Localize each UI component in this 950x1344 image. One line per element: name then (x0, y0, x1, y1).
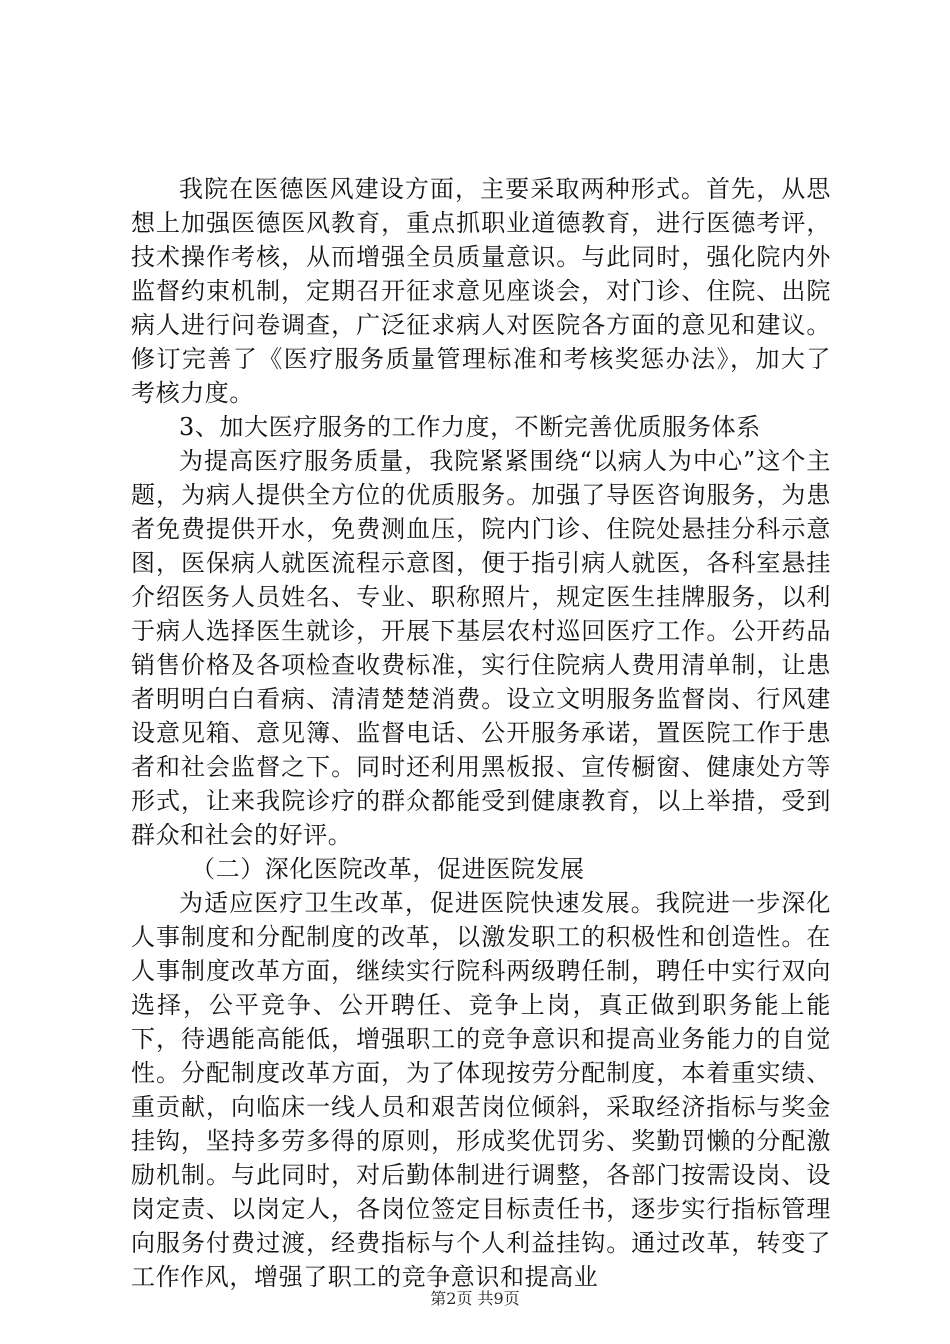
document-body (131, 172, 831, 1294)
heading-medical-service: 3、加大医疗服务的工作力度，不断完善优质服务体系 (179, 413, 761, 441)
page-number-footer: 第2页 共9页 (430, 1289, 520, 1308)
paragraph-personnel-reform: 为适应医疗卫生改革，促进医院快速发展。我院进一步深化人事制度和分配制度的改革，以激发职工的积极性和创造性。在人事制度改革方面，继续实行院科两级聘任制，聘任中实行双向选择，公平竞争、公开聘任、竞争上岗，真正做到职务能上能下，待遇能高能低，增强职工的竞争意识和提高业务能力的自觉性。分配制度改革方面，为了体现按劳分配制度，本着重实绩、重贡献，向临床一线人员和艰苦岗位倾斜，采取经济指标与奖金挂钩，坚持多劳多得的原则，形成奖优罚劣、奖勤罚懒的分配激励机制。与此同时，对后勤体制进行调整，各部门按需设岗、设岗定责、以岗定人，各岗位签定目标责任书，逐步实行指标管理向服务付费过渡，经费指标与个人利益挂钩。通过改革，转变了工作作风，增强了职工的竞争意识和提高业 (131, 889, 831, 1291)
paragraph-quality-service: 为提高医疗服务质量，我院紧紧围绕“以病人为中心”这个主题，为病人提供全方位的优质服务。加强了导医咨询服务，为患者免费提供开水，免费测血压，院内门诊、住院处悬挂分科示意图，医保病人就医流程示意图，便于指引病人就医，各科室悬挂介绍医务人员姓名、专业、职称照片，规定医生挂牌服务，以利于病人选择医生就诊，开展下基层农村巡回医疗工作。公开药品销售价格及各项检查收费标准，实行住院病人费用清单制，让患者明明白白看病、清清楚楚消费。设立文明服务监督岗、行风建设意见箱、意见簿、监督电话、公开服务承诺，置医院工作于患者和社会监督之下。同时还利用黑板报、宣传橱窗、健康处方等形式，让来我院诊疗的群众都能受到健康教育，以上举措，受到群众和社会的好评。 (131, 447, 831, 849)
paragraph-medical-ethics: 我院在医德医风建设方面，主要采取两种形式。首先，从思想上加强医德医风教育，重点抓职业道德教育，进行医德考评，技术操作考核，从而增强全员质量意识。与此同时，强化院内外监督约束机制，定期召开征求意见座谈会，对门诊、住院、出院病人进行问卷调查，广泛征求病人对医院各方面的意见和建议。修订完善了《医疗服务质量管理标准和考核奖惩办法》，加大了考核力度。 (131, 175, 831, 407)
heading-hospital-reform: （二）深化医院改革，促进医院发展 (191, 855, 585, 883)
